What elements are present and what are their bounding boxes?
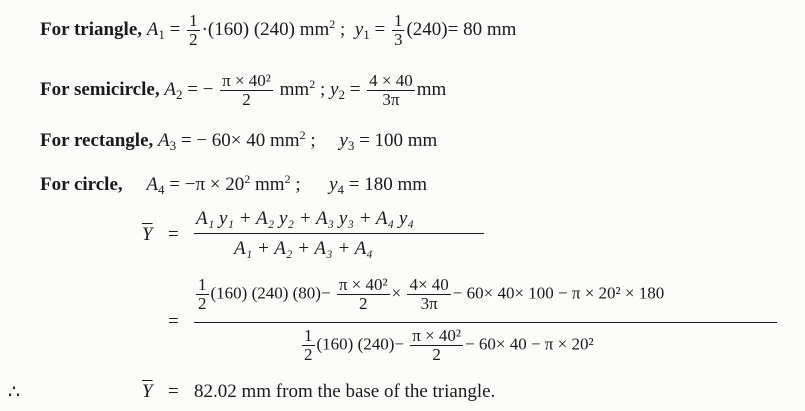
result-text: 82.02 mm from the base of the triangle. [194,381,496,402]
rectangle-label: For rectangle, [40,130,154,151]
rectangle-line: For rectangle, $A_3$ = − 60× 40 $mm^2$ ; $y_3 = 100$ mm [40,128,438,153]
triangle-third-fraction: $\frac{1}{3}$ [393,11,403,49]
ybar-equals: = [168,224,179,245]
centroid-numerator: A₁ y₁ + A₂ y₂ + A₃ y₃ + A₄ y₄ [196,208,414,229]
semicircle-area-fraction: $\frac{\text{π × 40²}}{2}$ [222,71,271,109]
circle-label: For circle, [40,174,123,195]
semicircle-line: For semicircle, $A_2$ = − $\frac{\text{π × 40²}}{2}$ $mm^2$ ; $y_2$ = $\frac{4 \times 40}{3\pi}$ mm [40,71,447,109]
triangle-half-fraction: $\frac{1}{2}$ [189,11,198,49]
substituted-equals: = [168,311,179,332]
triangle-area-value: ·(160) (240) mm [201,18,330,40]
triangle-y-value: (240)= 80 mm [406,18,517,40]
triangle-y-symbol: y [354,18,364,40]
ybar-symbol: $\overline{Y}$ [142,224,153,245]
semicircle-label: For semicircle, [40,78,160,100]
triangle-line: For triangle, $A_1$ = $\frac{1}{2}$ ·(160) (240) $mm^2$ ; $y_1$ = $\frac{1}{3}$ (240)= 80 mm [40,11,517,49]
result-ybar-symbol: $\overline{Y}$ [142,381,153,402]
substituted-numerator: $\frac{1}{2}$ (160) (240) (80)− $\frac{\text{π × 40²}}{2}$ × $\frac{4\times 40}{3\pi}$ − 60× 40× 100 − π × 20² × 180 [198,275,665,313]
centroid-denominator: A₁ + A₂ + A₃ + A₄ [234,238,373,259]
triangle-area-symbol: A [146,18,159,40]
substituted-fraction-bar [194,322,777,323]
semicircle-y-fraction: $\frac{4 \times 40}{3\pi}$ [369,71,413,109]
therefore-symbol: ∴ [8,382,21,403]
triangle-label: For triangle, [40,18,143,40]
circle-line: For circle, $A_4 = -\pi \times 20^2$ $mm^2$ ; $y_4 = 180$ mm [40,172,428,197]
centroid-fraction-bar [194,233,484,234]
result-equals: = [168,381,179,402]
substituted-denominator: $\frac{1}{2}$ (160) (240)− $\frac{\text{π × 40²}}{2}$ − 60× 40 − π × 20² [304,326,594,364]
